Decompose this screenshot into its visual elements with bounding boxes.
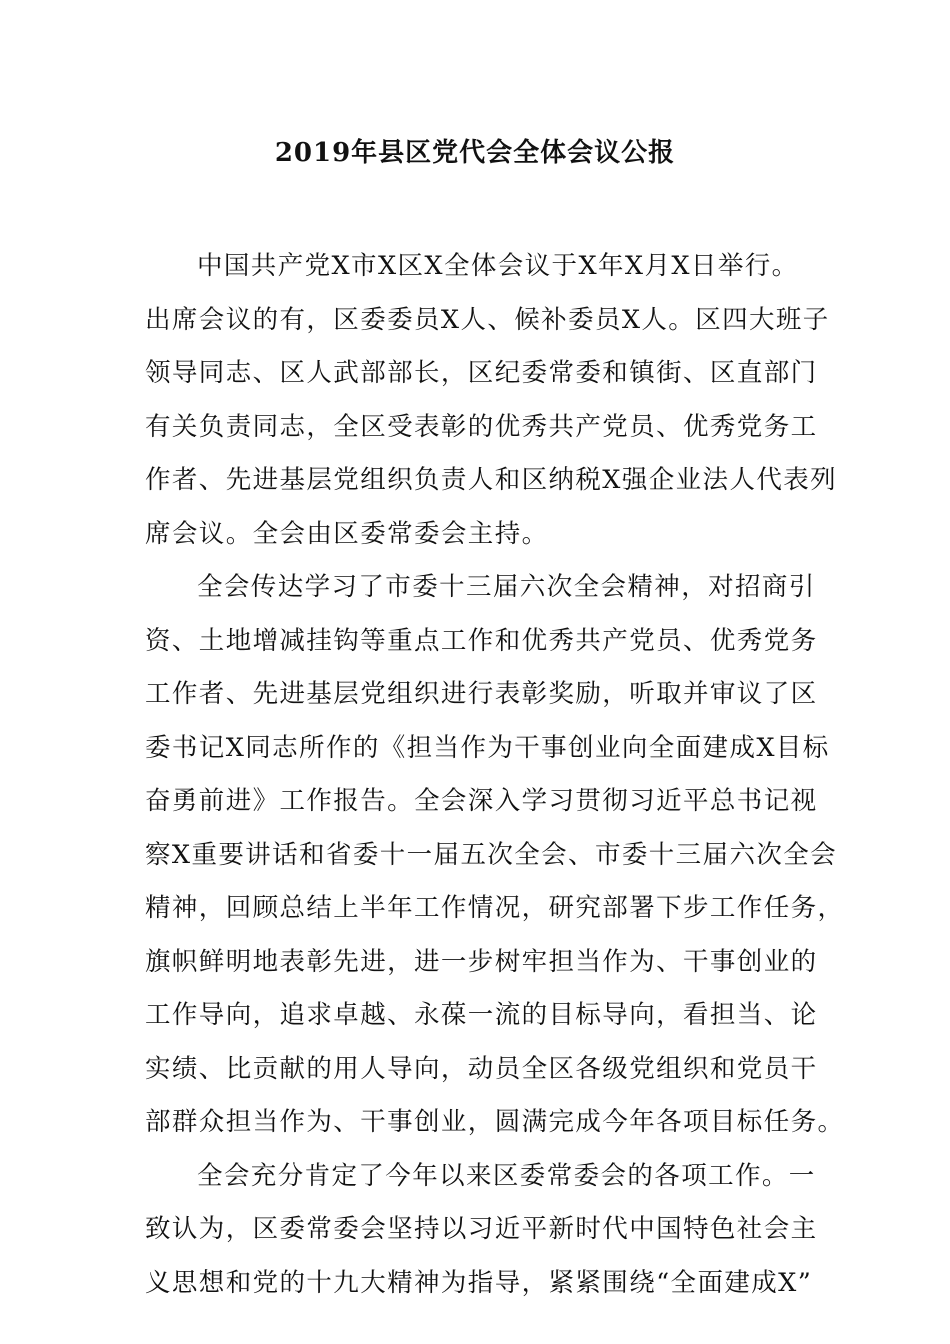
paragraph-2-line-5: 奋勇前进》工作报告。全会深入学习贯彻习近平总书记视 — [145, 786, 818, 816]
paragraph-2-line-7: 精神，回顾总结上半年工作情况，研究部署下步工作任务， — [145, 893, 845, 923]
paragraph-1-line-4: 有关负责同志，全区受表彰的优秀共产党员、优秀党务工 — [145, 411, 818, 442]
paragraph-1-line-2: 出席会议的有，区委委员X人、候补委员X人。区四大班子 — [145, 304, 830, 335]
paragraph-3-line-3: 义思想和党的十九大精神为指导，紧紧围绕“全面建成X” — [145, 1267, 813, 1298]
paragraph-3-line-1: 全会充分肯定了今年以来区委常委会的各项工作。一 — [197, 1160, 816, 1191]
paragraph-1-line-1: 中国共产党X市X区X全体会议于X年X月X日举行。 — [197, 251, 799, 281]
paragraph-2-line-3: 工作者、先进基层党组织进行表彰奖励，听取并审议了区 — [145, 679, 818, 709]
document-body — [145, 240, 845, 1310]
paragraph-1-line-6: 席会议。全会由区委常委会主持。 — [145, 518, 549, 549]
paragraph-2-line-1: 全会传达学习了市委十三届六次全会精神，对招商引 — [197, 572, 816, 602]
paragraph-2-line-2: 资、土地增减挂钩等重点工作和优秀共产党员、优秀党务 — [145, 625, 818, 656]
paragraph-1-line-5: 作者、先进基层党组织负责人和区纳税X强企业法人代表列 — [145, 465, 838, 495]
paragraph-3-line-2: 致认为，区委常委会坚持以习近平新时代中国特色社会主 — [145, 1214, 818, 1244]
paragraph-2-line-6: 察X重要讲话和省委十一届五次全会、市委十三届六次全会 — [145, 839, 838, 870]
document-title: 2019年县区党代会全体会议公报 — [274, 138, 676, 168]
paragraph-2-line-8: 旗帜鲜明地表彰先进，进一步树牢担当作为、干事创业的 — [145, 946, 818, 977]
paragraph-1-line-3: 领导同志、区人武部部长，区纪委常委和镇街、区直部门 — [145, 358, 818, 388]
paragraph-2-line-9: 工作导向，追求卓越、永葆一流的目标导向，看担当、论 — [145, 1000, 818, 1030]
paragraph-2-line-11: 部群众担当作为、干事创业，圆满完成今年各项目标任务。 — [145, 1107, 845, 1137]
paragraph-2-line-10: 实绩、比贡献的用人导向，动员全区各级党组织和党员干 — [145, 1053, 818, 1084]
paragraph-2-line-4: 委书记X同志所作的《担当作为干事创业向全面建成X目标 — [145, 732, 830, 763]
